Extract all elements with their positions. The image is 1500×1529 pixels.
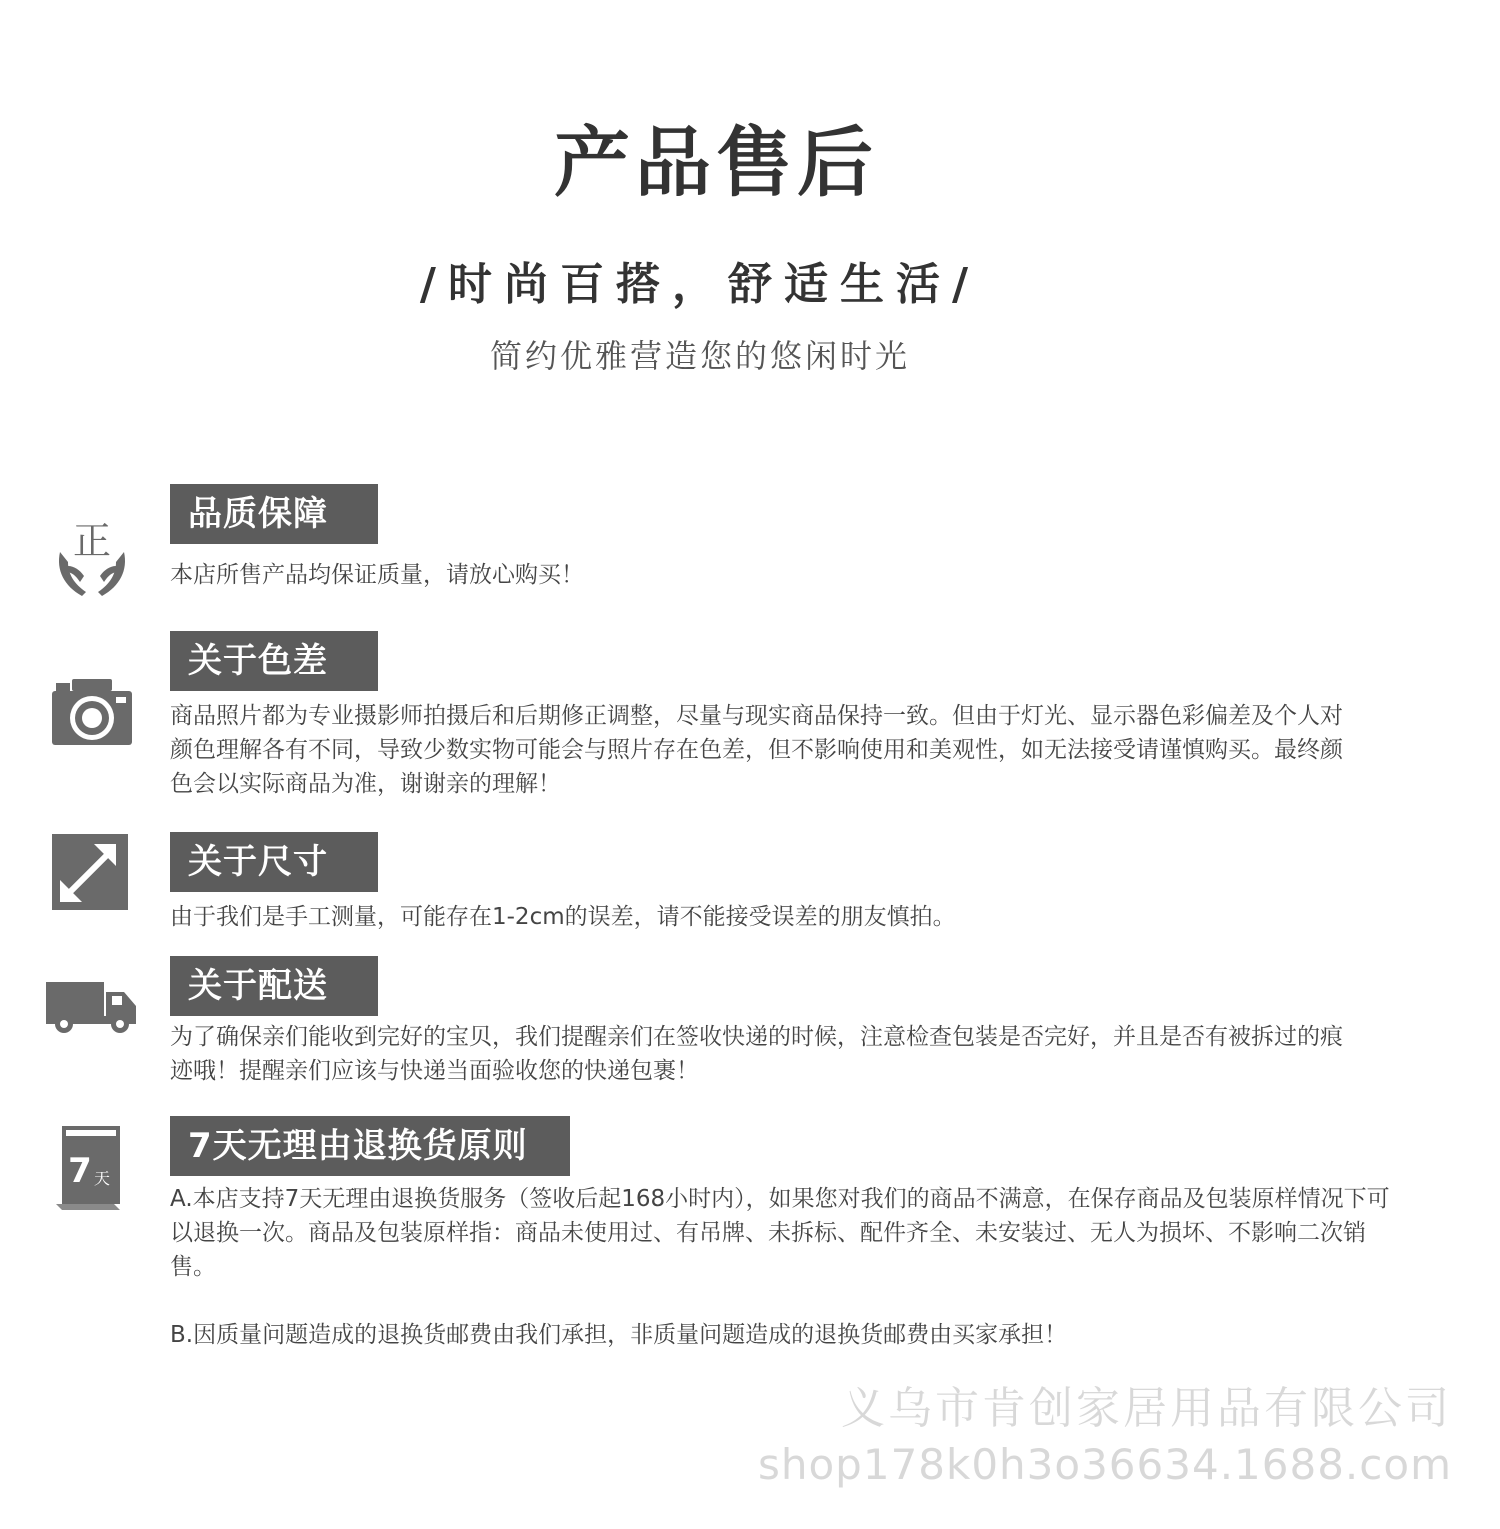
section-title: 品质保障 xyxy=(170,484,378,544)
section-paragraph: 商品照片都为专业摄影师拍摄后和后期修正调整，尽量与现实商品保持一致。但由于灯光、显示器色彩偏差及个人对颜色理解各有不同，导致少数实物可能会与照片存在色差，但不影响使用和美观性，如无法接受请谨慎购买。最终颜色会以实际商品为准，谢谢亲的理解！ xyxy=(170,703,1343,797)
section-paragraph: B.因质量问题造成的退换货邮费由我们承担，非质量问题造成的退换货邮费由买家承担！ xyxy=(170,1322,1068,1348)
watermark-shop-url: shop178k0h3o36634.1688.com xyxy=(757,1440,1452,1489)
calendar-7-days-icon xyxy=(50,1122,142,1214)
section-title: 关于尺寸 xyxy=(170,832,378,892)
authentic-char: 正 xyxy=(72,519,112,563)
calendar-number: 7 xyxy=(68,1151,92,1191)
section-paragraph: A.本店支持7天无理由退换货服务（签收后起168小时内），如果您对我们的商品不满意，在保存商品及包装原样情况下可以退换一次。商品及包装原样指：商品未使用过、有吊牌、未拆标、配件齐全、未安装过、无人为损坏、不影响二次销售。 xyxy=(170,1186,1390,1280)
page-title: 产品售后 xyxy=(554,118,878,207)
page-tagline: 简约优雅营造您的悠闲时光 xyxy=(489,337,910,375)
section-paragraph: 为了确保亲们能收到完好的宝贝，我们提醒亲们在签收快递的时候，注意检查包装是否完好，并且是否有被拆过的痕迹哦！提醒亲们应该与快递当面验收您的快递包裹！ xyxy=(170,1024,1343,1084)
page-subtitle: /时尚百搭，舒适生活/ xyxy=(419,259,981,310)
section-paragraph: 本店所售产品均保证质量，请放心购买！ xyxy=(170,562,584,588)
resize-arrow-icon xyxy=(46,832,138,924)
watermark-company: 义乌市肯创家居用品有限公司 xyxy=(841,1383,1452,1434)
section-body xyxy=(170,1020,1350,1088)
section-title: 7天无理由退换货原则 xyxy=(170,1116,570,1176)
section-title: 关于配送 xyxy=(170,956,378,1016)
section-body xyxy=(170,1182,1390,1352)
calendar-unit: 天 xyxy=(93,1169,111,1188)
camera-icon xyxy=(46,671,138,763)
delivery-truck-icon xyxy=(44,960,140,1052)
section-paragraph: 由于我们是手工测量，可能存在1-2cm的误差，请不能接受误差的朋友慎拍。 xyxy=(170,904,956,930)
section-body xyxy=(170,699,1350,801)
authentic-hands-icon xyxy=(46,512,138,604)
section-body xyxy=(170,558,1390,592)
section-title: 关于色差 xyxy=(170,631,378,691)
section-body xyxy=(170,900,1390,934)
